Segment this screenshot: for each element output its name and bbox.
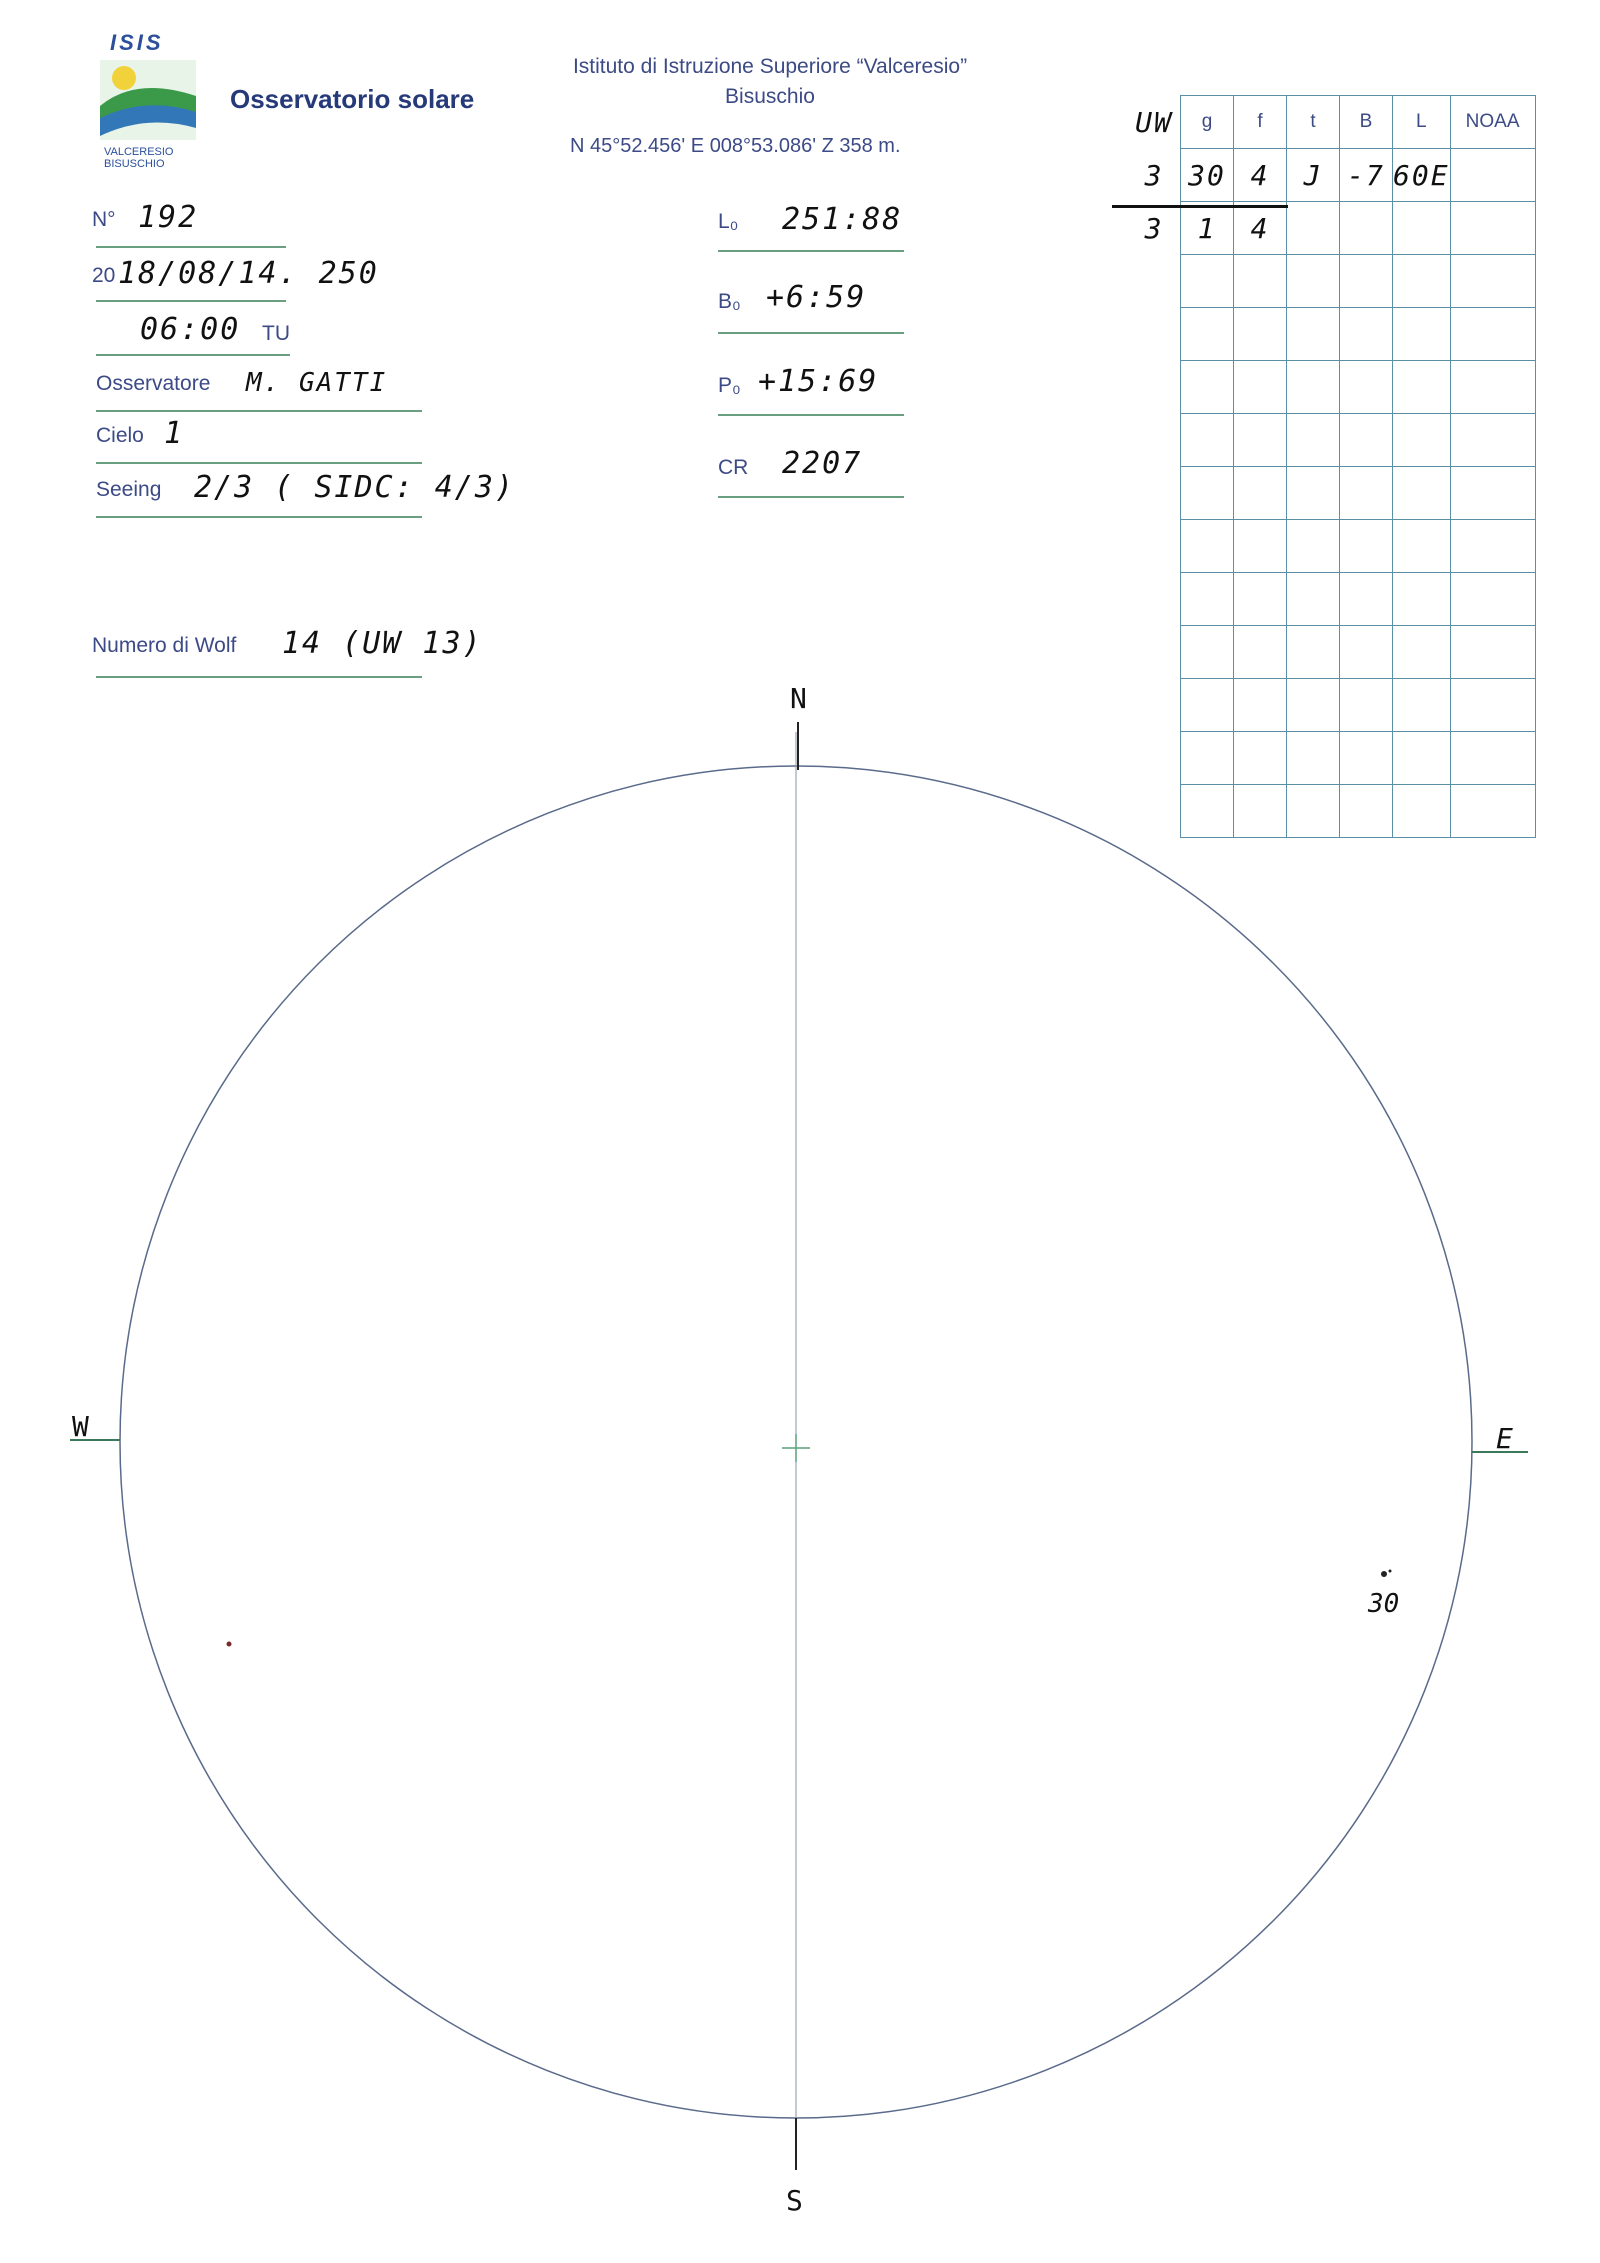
- table-cell-value: 4: [1250, 211, 1270, 245]
- table-cell-value: 1: [1197, 211, 1217, 245]
- b0-value: +6:59: [766, 280, 867, 315]
- observer-label: Osservatore: [96, 372, 211, 395]
- table-cell-value: 3: [1144, 158, 1164, 192]
- table-header-label: NOAA: [1465, 111, 1520, 132]
- number-label: N°: [92, 208, 116, 231]
- institute-line-2: Bisuschio: [725, 85, 815, 108]
- west-label: W: [72, 1410, 89, 1443]
- logo-wordmark: ISIS: [110, 30, 164, 55]
- table-cell-value: 3: [1144, 211, 1164, 245]
- table-header-label: g: [1201, 111, 1213, 132]
- table-cell-value: 60E: [1393, 158, 1450, 192]
- observatory-title: Osservatorio solare: [230, 84, 475, 114]
- table-cell-value: 4: [1250, 158, 1270, 192]
- east-label: E: [1496, 1422, 1513, 1455]
- wolf-label: Numero di Wolf: [92, 634, 237, 657]
- b0-label: B₀: [718, 290, 741, 313]
- table-header-label: L: [1416, 111, 1427, 132]
- table-cell-value: -7: [1347, 158, 1385, 192]
- group-label: 30: [1368, 1589, 1400, 1619]
- sunspot: [227, 1642, 232, 1647]
- l0-label: L₀: [718, 210, 739, 233]
- logo-caption-2: BISUSCHIO: [104, 158, 165, 170]
- table-header-label: UW: [1135, 105, 1173, 139]
- number-value: 192: [138, 200, 199, 235]
- p0-value: +15:69: [758, 364, 879, 399]
- table-cell-value: J: [1303, 158, 1323, 192]
- institute-line-1: Istituto di Istruzione Superiore “Valceresio”: [572, 55, 968, 78]
- sunspot: [1381, 1571, 1387, 1577]
- table-header-label: f: [1257, 111, 1263, 132]
- logo-caption: VALCERESIO: [104, 146, 174, 158]
- sky-value: 1: [164, 416, 185, 451]
- table-cell-value: 30: [1188, 158, 1226, 192]
- observer-value: M. GATTI: [246, 368, 388, 398]
- l0-value: 251:88: [782, 202, 903, 237]
- date-value: 18/08/14. 250: [118, 256, 379, 291]
- cr-value: 2207: [782, 446, 863, 481]
- location-coordinates: N 45°52.456' E 008°53.086' Z 358 m.: [570, 135, 901, 157]
- wolf-value: 14 (UW 13): [282, 626, 483, 661]
- table-header-label: B: [1359, 111, 1373, 132]
- time-value: 06:00: [140, 312, 241, 347]
- date-prefix: 20: [92, 264, 116, 287]
- time-unit: TU: [262, 322, 290, 345]
- p0-label: P₀: [718, 374, 741, 397]
- cr-label: CR: [718, 456, 749, 479]
- seeing-value: 2/3 ( SIDC: 4/3): [194, 470, 515, 505]
- sky-label: Cielo: [96, 424, 144, 447]
- seeing-label: Seeing: [96, 478, 162, 501]
- sunspot: [1389, 1570, 1392, 1573]
- north-label: N: [790, 682, 807, 715]
- south-label: S: [786, 2184, 803, 2217]
- table-header-label: t: [1310, 111, 1316, 132]
